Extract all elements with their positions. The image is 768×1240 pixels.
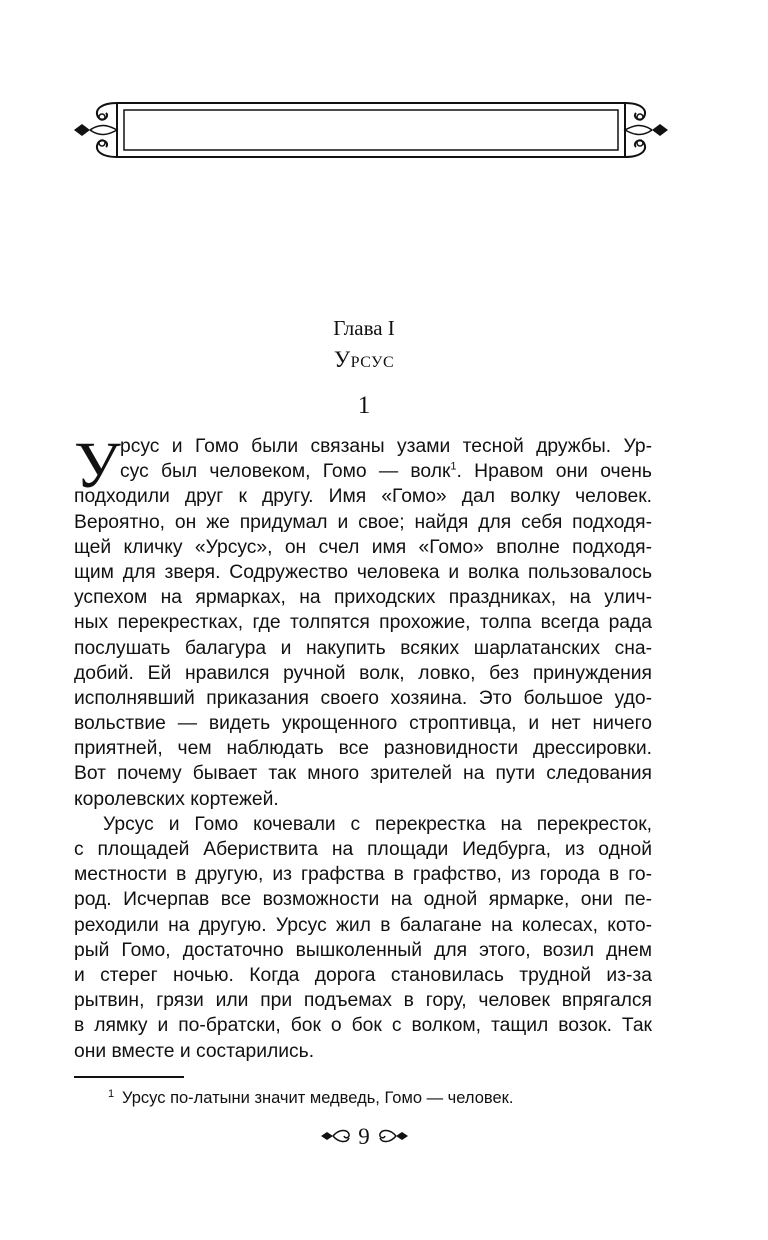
text-line: вольствие — видеть укрощенного строптивца, и нет ничего: [74, 713, 652, 735]
text-line: с площадей Абериствита на площади Иедбурга, из одной: [74, 839, 652, 860]
page-number-folio: [0, 1124, 728, 1153]
text-span: сус был человеком, Гомо — волк: [120, 461, 451, 483]
drop-cap: У: [74, 429, 121, 502]
text-line: подходили друг к другу. Имя «Гомо» дал волку человек.: [74, 486, 652, 508]
text-line: в лямку и по-братски, бок о бок с волком, тащил возок. Так: [74, 1015, 652, 1037]
footnote-divider: [74, 1076, 184, 1078]
text-line: [74, 459, 652, 484]
ornamental-header-frame: [72, 95, 670, 165]
text-line: щим для зверя. Содружество человека и волка пользовалось: [74, 561, 652, 583]
text-line: они вместе и состарились.: [74, 1040, 315, 1062]
text-span: . Нравом они очень: [456, 461, 652, 483]
text-line: королевских кортежей.: [74, 788, 279, 810]
text-line: послушать балагура и накупить всяких шарлатанских сна-: [74, 637, 652, 659]
footnote-reference: 1: [450, 460, 457, 473]
paragraph-2: [74, 812, 652, 1064]
paragraph-1: [74, 429, 652, 812]
footnote: [108, 1087, 648, 1109]
text-line: Вот почему бывает так много зрителей на пути следования: [74, 763, 652, 785]
text-line: Вероятно, он же придумал и свое; найдя для себя подходя-: [74, 511, 652, 533]
text-line: ных перекрестках, где толпятся прохожие, толпа всегда рада: [74, 612, 652, 634]
text-line: и стерег ночью. Когда дорога становилась трудной из-за: [74, 964, 652, 986]
ornament-right-icon: [376, 1125, 410, 1153]
text-line: рытвин, грязи или при подъемах в гору, человек впрягался: [74, 990, 652, 1012]
footnote-mark: 1: [108, 1088, 115, 1100]
footnote-text: Урсус по-латыни значит медведь, Гомо — человек.: [122, 1089, 514, 1107]
text-line: успехом на ярмарках, на приходских праздниках, на улич-: [74, 587, 652, 609]
section-number: 1: [357, 392, 371, 419]
body-text: [74, 429, 652, 1064]
page-number: 9: [358, 1124, 370, 1149]
text-line: реходили на другую. Урсус жил в балагане на колесах, кото-: [74, 914, 652, 936]
text-line: Урсус и Гомо кочевали с перекрестка на перекресток,: [103, 813, 652, 835]
text-line: исполнявший приказания своего хозяина. Это большое удо-: [74, 687, 652, 709]
text-line: приятней, чем наблюдать все разновидности дрессировки.: [74, 738, 652, 760]
chapter-title: Урсус: [333, 347, 395, 372]
text-line: добий. Ей нравился ручной волк, ловко, без принуждения: [74, 662, 652, 684]
text-line: рсус и Гомо были связаны узами тесной дружбы. Ур-: [120, 436, 652, 457]
chapter-label: Глава I: [333, 316, 395, 340]
text-line: рый Гомо, достаточно вышколенный для этого, возил днем: [74, 939, 652, 961]
text-line: местности в другую, из графства в графство, из города в го-: [74, 864, 652, 886]
text-line: род. Исчерпав все возможности на одной ярмарке, они пе-: [74, 889, 652, 911]
text-line: щей кличку «Урсус», он счел имя «Гомо» вполне подходя-: [74, 536, 652, 558]
ornament-left-icon: [319, 1125, 353, 1153]
